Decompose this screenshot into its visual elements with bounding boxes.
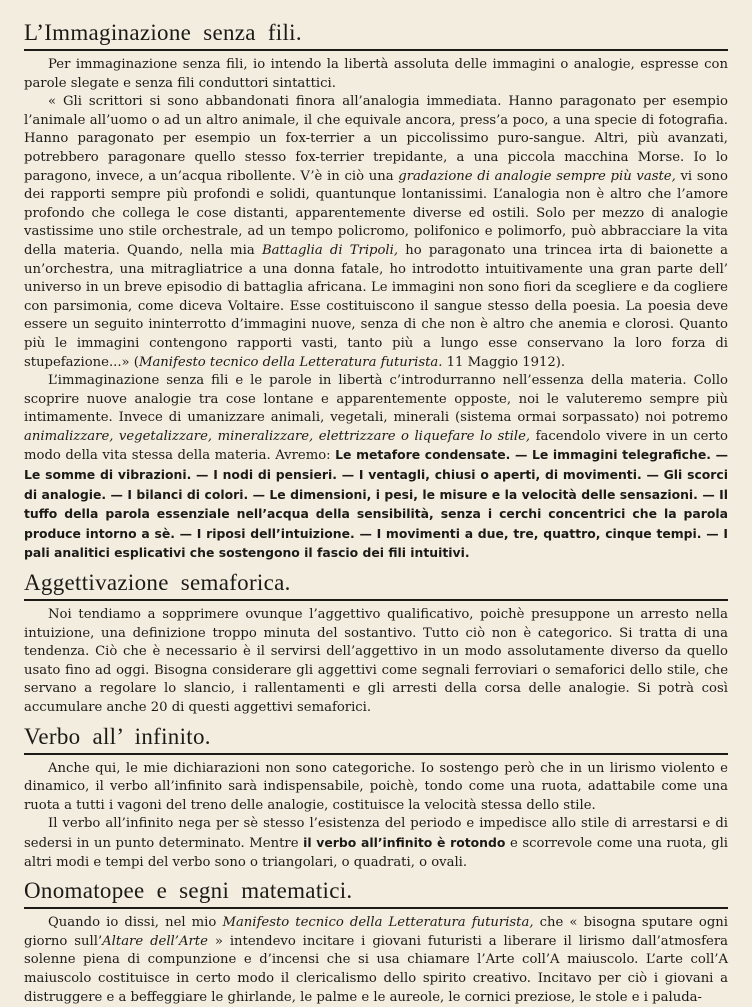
- section: [24, 570, 728, 718]
- text-run: Per immaginazione senza fili, io intendo la libertà assoluta delle immagini o analogie, espresse con parole slegate e senza fili conduttori sintattici.: [24, 57, 728, 91]
- paragraph: [24, 372, 728, 564]
- paragraph: [24, 606, 728, 718]
- text-run: vi sono dei rapporti sempre più profondi e solidi, quantunque lontanissimi. L’analogia non è altro che l’amore profondo che collega le cose distanti, apparentemente diverse ed ostili. Solo per mezzo di analogie vastissime uno stile orchestrale, ad un tempo policromo, polifonico e polimorfo, può abbracciare la vita della materia. Quando, nella mia: [24, 168, 728, 258]
- bold-text: il verbo all’infinito è rotondo: [303, 834, 506, 850]
- text-run: e scorrevole come una ruota, gli altri modi e tempi del verbo sono o triangolari, o quadrati, o ovali.: [24, 835, 729, 870]
- text-run: Il verbo all’infinito nega per sè stesso l’esistenza del periodo e impedisce allo stile di arrestarsi e di sedersi in un punto determinato. Mentre: [24, 816, 728, 851]
- text-run: « Gli scrittori si sono abbandonati finora all’analogia immediata. Hanno paragonato per esempio l’animale all’uomo o ad un altro animale, il che equivale ancora, press’a poco, a una specie di fotografia. Hanno paragonato per esempio un fox-terrier a un piccolissimo puro-sangue. Altri, più avanzati, potrebbero paragonare quello stesso fox-terrier trepidante, a una piccola macchina Morse. Io lo paragono, invece, a un’acqua ribollente. V’è in ciò una: [24, 94, 728, 184]
- heading-rule: [24, 907, 728, 909]
- document-page: [24, 14, 728, 1007]
- paragraph: [24, 56, 728, 93]
- text-run: Quando io dissi, nel mio: [48, 915, 223, 931]
- text-run: Anche qui, le mie dichiarazioni non sono categoriche. Io sostengo però che in un lirismo violento e dinamico, il verbo all’infinito sarà indispensabile, poichè, tondo come una ruota, adattabile come una ruota a tutti i vagoni del treno delle analogie, costituisce la velocità stessa dello stile.: [24, 760, 728, 813]
- italic-text: Battaglia di Tripoli,: [261, 242, 399, 258]
- text-run: facendolo vivere in un certo modo della vita stessa della materia. Avremo:: [24, 428, 728, 464]
- italic-text: Manifesto tecnico della Letteratura futurista.: [138, 354, 443, 370]
- paragraph: [24, 760, 728, 816]
- italic-text: Altare dell’Arte: [102, 933, 208, 949]
- text-run: L’immaginazione senza fili e le parole in libertà c’introdurranno nell’essenza della materia. Collo scoprire nuove analogie tra cose lontane e apparentemente opposte, noi le valuteremo sempre più intimamente. Invece di umanizzare animali, vegetali, minerali (sistema ormai sorpassato) noi potremo: [24, 373, 728, 426]
- paragraph: [24, 93, 728, 372]
- italic-text: animalizzare, vegetalizzare, mineralizzare, elettrizzare o liquefare lo stile,: [24, 428, 531, 444]
- section: [24, 20, 728, 564]
- section: [24, 724, 728, 873]
- section-heading: Aggettivazione semaforica.: [24, 570, 291, 596]
- text-run: » intendevo incitare i giovani futuristi a liberare il lirismo dall’atmosfera solenne piena di compunzione e d’incensi che si usa chiamare l’Arte coll’A maiuscolo. L’arte coll’A maiuscolo costituisce in certo modo il clericalismo dello spirito creativo. Incitavo per ciò i giovani a distruggere e a beffeggiare le ghirlande, le palme e le aureole, le cornici preziose, le stole e i paluda-: [24, 933, 729, 1005]
- section: [24, 878, 728, 1007]
- heading-rule: [24, 49, 728, 51]
- text-run: ho paragonato una trincea irta di baionette a un’orchestra, una mitragliatrice a una donna fatale, ho introdotto intuitivamente una gran parte dell’ universo in un breve episodio di battaglia africana. Le immagini non sono fiori da scegliere e da cogliere con parsimonia, come diceva Voltaire. Esse costituiscono il sangue stesso della poesia. La poesia deve essere un seguito ininterrotto d’immagini nuove, senza di che non è altro che anemia e clorosi. Quanto più le immagini contengono rapporti vasti, tanto più a lungo esse conservano la loro forza di stupefazione...» (: [24, 242, 729, 370]
- section-heading: Verbo all’ infinito.: [24, 723, 211, 749]
- text-run: 11 Maggio 1912).: [442, 354, 566, 370]
- heading-rule: [24, 599, 728, 601]
- paragraph: [24, 914, 728, 1007]
- italic-text: gradazione di analogie sempre più vaste,: [398, 168, 676, 184]
- bold-text: Le metafore condensate. — Le immagini telegrafiche. — Le somme di vibrazioni. — I nodi di pensieri. — I ventagli, chiusi o aperti, di movimenti. — Gli scorci di analogie. — I bilanci di colori. — Le dimensioni, i pesi, le misure e la velocità delle sensazioni. — Il tuffo della parola essenziale nell’acqua della sensibilità, senza i cerchi concentrici che la parola produce intorno a sè. — I riposi dell’intuizione. — I movimenti a due, tre, quattro, cinque tempi. — I pali analitici esplicativi che sostengono il fascio dei fili intuitivi.: [24, 447, 728, 561]
- paragraph: [24, 815, 728, 872]
- text-run: Noi tendiamo a sopprimere ovunque l’aggettivo qualificativo, poichè presuppone un arresto nella intuizione, una definizione troppo minuta del sostantivo. Tutto ciò non è categorico. Si tratta di una tendenza. Ciò che è necessario è il servirsi dell’aggettivo in un modo assolutamente diverso da quello usato fino ad oggi. Bisogna considerare gli aggettivi come segnali ferroviari o semaforici dello stile, che servano a regolare lo slancio, i rallentamenti e gli arresti della corsa delle analogie. Si potrà così accumulare anche 20 di questi aggettivi semaforici.: [24, 607, 728, 715]
- section-heading: L’Immaginazione senza fili.: [24, 20, 302, 45]
- italic-text: Manifesto tecnico della Letteratura futurista,: [222, 915, 534, 931]
- text-run: che « bisogna sputare ogni giorno sull’: [24, 915, 728, 949]
- heading-rule: [24, 753, 728, 755]
- section-heading: Onomatopee e segni matematici.: [24, 878, 353, 904]
